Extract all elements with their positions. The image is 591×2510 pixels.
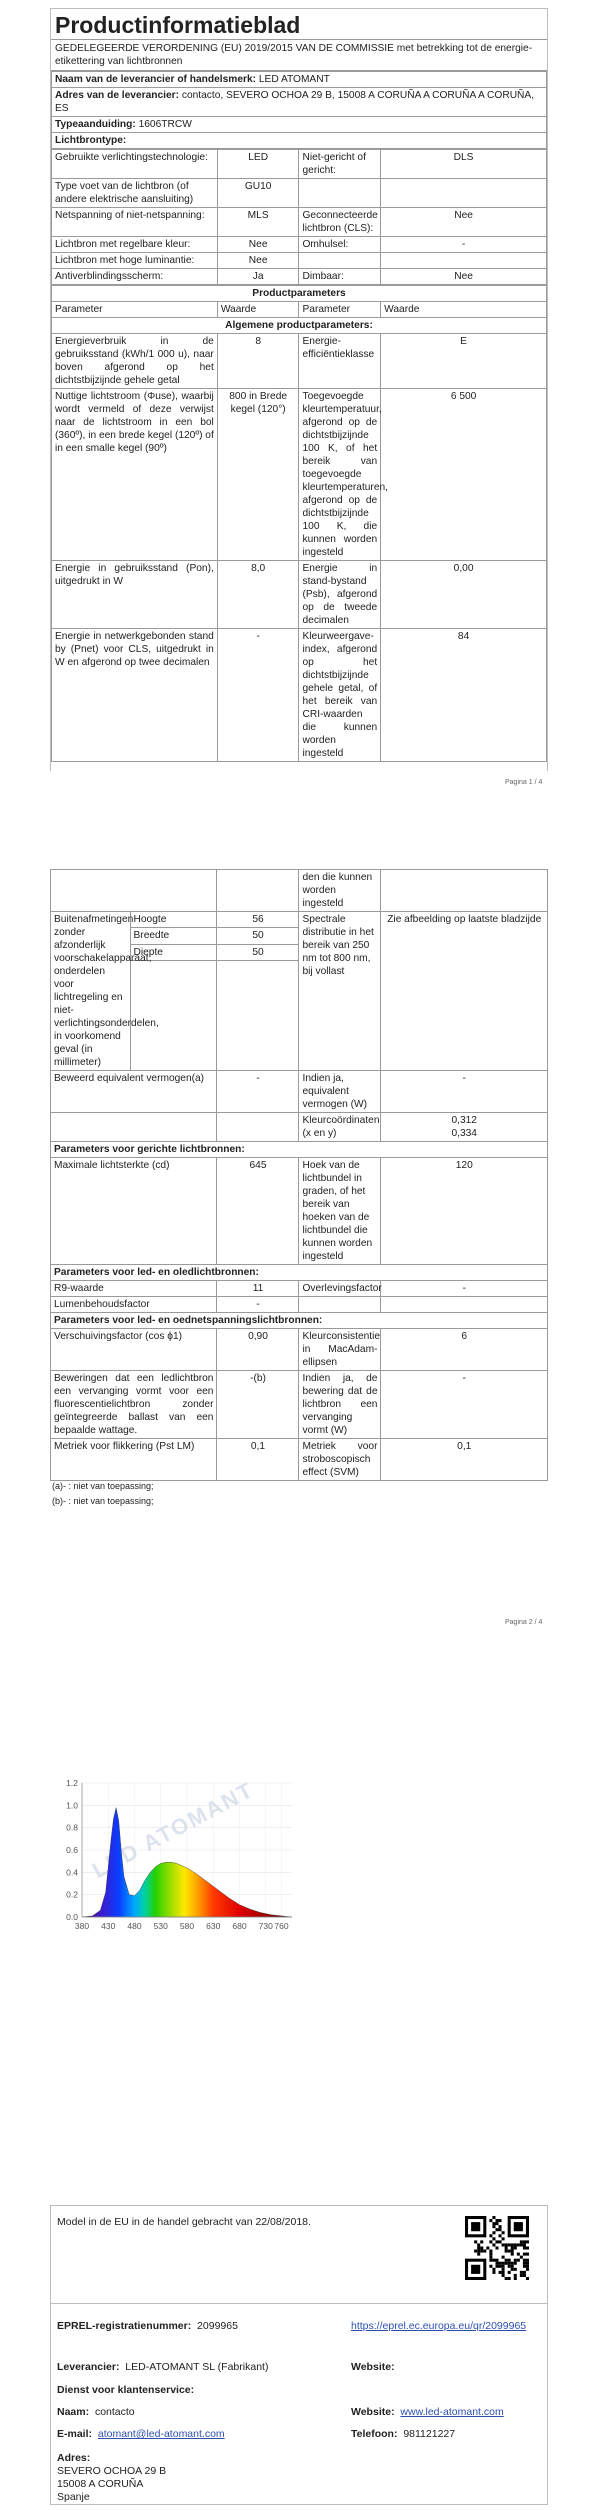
footnote-a: (a)- : niet van toepassing; bbox=[52, 1481, 154, 1491]
ls-label: Antiverblindingsscherm: bbox=[52, 269, 218, 285]
ls-value: Nee bbox=[217, 253, 299, 269]
y-tick-label: 0.4 bbox=[66, 1867, 78, 1878]
ls-label: Type voet van de lichtbron (of andere elektrische aansluiting) bbox=[52, 179, 218, 208]
email-link[interactable]: atomant@led-atomant.com bbox=[97, 2428, 225, 2440]
param-label: Nuttige lichtstroom (Φuse), waarbij wordt vermeld of deze verwijst naar de lichtstroom in een bol (360º), in een brede kegel (120º) of in een smalle kegel (90º) bbox=[52, 389, 218, 561]
param-label-2: Energie-efficiëntieklasse bbox=[299, 334, 381, 389]
param-label: Lumenbehoudsfactor bbox=[51, 1297, 217, 1313]
ls-label-2: Dimbaar: bbox=[299, 269, 381, 285]
height-value: 56 bbox=[217, 912, 299, 928]
x-tick-label: 680 bbox=[232, 1921, 247, 1931]
params-heading: Productparameters bbox=[52, 286, 547, 302]
mains-heading: Parameters voor led- en oednetspanningslichtbronnen: bbox=[51, 1313, 548, 1329]
ls-value-2: Nee bbox=[381, 208, 547, 237]
email-row: E-mail: atomant@led-atomant.com bbox=[57, 2428, 225, 2440]
page-number-2: Pagina 2 / 4 bbox=[505, 1619, 543, 1626]
website2-row: Website: www.led-atomant.com bbox=[351, 2406, 504, 2418]
divider bbox=[51, 2303, 547, 2304]
x-tick-label: 480 bbox=[127, 1921, 142, 1931]
cont-cell-3: den die kunnen worden ingesteld bbox=[299, 870, 381, 912]
ls-label-2: Omhulsel: bbox=[299, 237, 381, 253]
website-link[interactable]: www.led-atomant.com bbox=[400, 2406, 504, 2418]
y-tick-label: 1.0 bbox=[66, 1800, 78, 1811]
ls-value-2 bbox=[381, 253, 547, 269]
param-label: Energieverbruik in de gebruiksstand (kWh/1 000 u), naar boven afgerond op het dichtstbijzijnde gehele getal bbox=[52, 334, 218, 389]
lightsource-row bbox=[52, 269, 547, 285]
regulation-text: GEDELEGEERDE VERORDENING (EU) 2019/2015 VAN DE COMMISSIE met betrekking tot de energie-etikettering van lichtbronnen bbox=[51, 40, 547, 71]
website-label: Website: bbox=[351, 2361, 395, 2373]
col-value-1: Waarde bbox=[217, 302, 299, 318]
spectral-value: Zie afbeelding op laatste bladzijde bbox=[381, 912, 548, 1071]
y-tick-label: 1.2 bbox=[66, 1778, 78, 1788]
param-value: - bbox=[217, 629, 299, 762]
lightsource-row bbox=[52, 179, 547, 208]
page-1 bbox=[50, 8, 548, 771]
param-value: 800 in Brede kegel (120°) bbox=[217, 389, 299, 561]
param-row bbox=[51, 1329, 548, 1371]
ls-label-2: Geconnecteerde lichtbron (CLS): bbox=[299, 208, 381, 237]
param-label: Beweringen dat een ledlichtbron een vervanging vormt voor een fluorescentielichtbron zonder geïntegreerde ballast van een bepaalde wattage. bbox=[51, 1371, 217, 1439]
lightsource-row bbox=[52, 150, 547, 179]
param-label-2: Overlevingsfactor bbox=[299, 1281, 381, 1297]
general-param-row bbox=[52, 629, 547, 762]
x-tick-label: 580 bbox=[179, 1921, 195, 1931]
param-value-2: 6 bbox=[381, 1329, 548, 1371]
supplier-row: Leverancier: LED-ATOMANT SL (Fabrikant) bbox=[57, 2361, 269, 2373]
ls-value-2: Nee bbox=[381, 269, 547, 285]
eprel-row: EPREL-registratienummer: 2099965 bbox=[57, 2320, 238, 2332]
param-value-2: 84 bbox=[381, 629, 547, 762]
x-tick-label: 380 bbox=[74, 1921, 90, 1931]
param-value: 11 bbox=[217, 1281, 299, 1297]
page-4 bbox=[50, 2205, 548, 2505]
dir-l1: Maximale lichtsterkte (cd) bbox=[51, 1158, 217, 1265]
param-value-2 bbox=[381, 1297, 548, 1313]
supplier-name-row: Naam van de leverancier of handelsmerk: LED ATOMANT bbox=[52, 72, 547, 88]
param-label-2: Toegevoegde kleurtemperatuur, afgerond op de dichtstbijzijnde 100 K, of het bereik van toegevoegde kleurtemperaturen, afgerond op de dichtstbijzijnde 100 K, die kunnen worden ingesteld bbox=[299, 389, 381, 561]
param-label-2: Metriek voor stroboscopisch effect (SVM) bbox=[299, 1439, 381, 1481]
param-value: 8,0 bbox=[217, 561, 299, 629]
param-row bbox=[51, 1439, 548, 1481]
param-label: R9-waarde bbox=[51, 1281, 217, 1297]
y-tick-label: 0.6 bbox=[66, 1845, 78, 1855]
param-value-2: - bbox=[381, 1371, 548, 1439]
lightsource-row bbox=[52, 237, 547, 253]
param-value: 0,90 bbox=[217, 1329, 299, 1371]
document-title: Productinformatieblad bbox=[51, 9, 547, 40]
claimed-value: - bbox=[217, 1071, 299, 1113]
x-tick-label: 630 bbox=[206, 1921, 221, 1931]
dir-l2: Hoek van de lichtbundel in graden, of het bereik van hoeken van de lichtbundel die kunnen worden ingesteld bbox=[299, 1158, 381, 1265]
param-value-2: E bbox=[381, 334, 547, 389]
height-label: Hoogte bbox=[130, 912, 217, 928]
watermark: LED ATOMANT bbox=[87, 1777, 258, 1884]
ls-label: Lichtbron met regelbare kleur: bbox=[52, 237, 218, 253]
param-value-2: - bbox=[381, 1281, 548, 1297]
ls-label-2 bbox=[299, 179, 381, 208]
dim-spacer bbox=[130, 961, 217, 1071]
col-param-1: Parameter bbox=[52, 302, 218, 318]
lightsource-heading: Lichtbrontype: bbox=[52, 133, 547, 149]
chroma-empty-2 bbox=[217, 1113, 299, 1142]
param-value-2: 0,1 bbox=[381, 1439, 548, 1481]
depth-value: 50 bbox=[217, 944, 299, 960]
col-param-2: Parameter bbox=[299, 302, 381, 318]
claimed-label: Beweerd equivalent vermogen(a) bbox=[51, 1071, 217, 1113]
dim-spacer-2 bbox=[217, 961, 299, 1071]
param-value: 0,1 bbox=[217, 1439, 299, 1481]
param-label-2: Kleurconsistentie in MacAdam-ellipsen bbox=[299, 1329, 381, 1371]
param-value: -(b) bbox=[217, 1371, 299, 1439]
dir-v2: 120 bbox=[381, 1158, 548, 1265]
y-tick-label: 0.0 bbox=[66, 1912, 78, 1922]
name-row: Naam: contacto bbox=[57, 2406, 135, 2418]
general-param-row bbox=[52, 561, 547, 629]
footnote-b: (b)- : niet van toepassing; bbox=[52, 1496, 154, 1506]
x-tick-label: 530 bbox=[153, 1921, 168, 1931]
param-label: Energie in netwerkgebonden stand by (Pnet) voor CLS, uitgedrukt in W en afgerond op twee decimalen bbox=[52, 629, 218, 762]
param-row bbox=[51, 1297, 548, 1313]
param-label-2: Energie in stand-bystand (Psb), afgerond op de tweede decimalen bbox=[299, 561, 381, 629]
phone-row: Telefoon: 981121227 bbox=[351, 2428, 456, 2440]
ls-label: Gebruikte verlichtingstechnologie: bbox=[52, 150, 218, 179]
cont-cell-2 bbox=[217, 870, 299, 912]
params-table-1 bbox=[51, 285, 547, 762]
claimed-l2: Indien ja, equivalent vermogen (W) bbox=[299, 1071, 381, 1113]
y-tick-label: 0.8 bbox=[66, 1822, 78, 1833]
y-tick-label: 0.2 bbox=[66, 1889, 78, 1900]
x-tick-label: 760 bbox=[274, 1921, 289, 1931]
lightsource-table bbox=[51, 149, 547, 285]
depth-label: Diepte bbox=[130, 944, 217, 960]
param-label-2: Kleurweergave-index, afgerond op het dichtstbijzijnde gehele getal, of het bereik van CRI-waarden die kunnen worden ingesteld bbox=[299, 629, 381, 762]
lightsource-row bbox=[52, 253, 547, 269]
param-row bbox=[51, 1371, 548, 1439]
x-tick-label: 730 bbox=[258, 1921, 273, 1931]
supplier-address-row: Adres van de leverancier: contacto, SEVERO OCHOA 29 B, 15008 A CORUÑA A CORUÑA A CORUÑA, ES bbox=[52, 88, 547, 117]
dimensions-label: Buitenafmetingen zonder afzonderlijk voorschakelapparaat, onderdelen voor lichtregeling en niet-verlichtingsonderdelen, in voorkomend geval (in millimeter) bbox=[51, 912, 131, 1071]
address-label: Adres: bbox=[57, 2452, 91, 2464]
param-label: Energie in gebruiksstand (Pon), uitgedrukt in W bbox=[52, 561, 218, 629]
param-label-2 bbox=[299, 1297, 381, 1313]
service-heading: Dienst voor klantenservice: bbox=[57, 2384, 195, 2396]
width-value: 50 bbox=[217, 928, 299, 944]
cont-cell-1 bbox=[51, 870, 217, 912]
cont-cell-4 bbox=[381, 870, 548, 912]
chroma-empty-1 bbox=[51, 1113, 217, 1142]
page-number-1: Pagina 1 / 4 bbox=[505, 779, 543, 786]
ls-value: MLS bbox=[217, 208, 299, 237]
param-row bbox=[51, 1281, 548, 1297]
ls-value-2 bbox=[381, 179, 547, 208]
directional-heading: Parameters voor gerichte lichtbronnen: bbox=[51, 1142, 548, 1158]
ls-value-2: DLS bbox=[381, 150, 547, 179]
ls-value: GU10 bbox=[217, 179, 299, 208]
param-value-2: 0,00 bbox=[381, 561, 547, 629]
ls-value: Nee bbox=[217, 237, 299, 253]
spectral-label: Spectrale distributie in het bereik van 250 nm tot 800 nm, bij vollast bbox=[299, 912, 381, 1071]
ls-label-2 bbox=[299, 253, 381, 269]
param-label-2: Indien ja, de bewering dat de lichtbron een vervanging vormt (W) bbox=[299, 1371, 381, 1439]
ls-value: Ja bbox=[217, 269, 299, 285]
param-value-2: 6 500 bbox=[381, 389, 547, 561]
chroma-value: 0,312 0,334 bbox=[381, 1113, 548, 1142]
param-value: 8 bbox=[217, 334, 299, 389]
chroma-label: Kleurcoördinaten (x en y) bbox=[299, 1113, 381, 1142]
ls-value-2: - bbox=[381, 237, 547, 253]
page-2 bbox=[50, 869, 548, 1478]
params-table-2 bbox=[50, 869, 548, 1481]
general-param-row bbox=[52, 334, 547, 389]
x-tick-label: 430 bbox=[101, 1921, 116, 1931]
model-note: Model in de EU in de handel gebracht van 22/08/2018. bbox=[57, 2216, 311, 2228]
spectral-distribution-chart bbox=[52, 1777, 300, 1939]
ls-label: Netspanning of niet-netspanning: bbox=[52, 208, 218, 237]
supplier-table bbox=[51, 71, 547, 149]
width-label: Breedte bbox=[130, 928, 217, 944]
col-value-2: Waarde bbox=[381, 302, 547, 318]
param-label: Verschuivingsfactor (cos ϕ1) bbox=[51, 1329, 217, 1371]
qr-code-icon bbox=[465, 2216, 529, 2280]
param-value: - bbox=[217, 1297, 299, 1313]
footnotes bbox=[52, 1479, 154, 1509]
led-heading: Parameters voor led- en oledlichtbronnen: bbox=[51, 1265, 548, 1281]
address-lines: SEVERO OCHOA 29 B 15008 A CORUÑA Spanje bbox=[57, 2465, 167, 2503]
model-row: Typeaanduiding: 1606TRCW bbox=[52, 117, 547, 133]
general-param-row bbox=[52, 389, 547, 561]
claimed-v2: - bbox=[381, 1071, 548, 1113]
ls-label: Lichtbron met hoge luminantie: bbox=[52, 253, 218, 269]
param-label: Metriek voor flikkering (Pst LM) bbox=[51, 1439, 217, 1481]
dir-v1: 645 bbox=[217, 1158, 299, 1265]
eprel-link[interactable]: https://eprel.ec.europa.eu/qr/2099965 bbox=[351, 2320, 527, 2332]
general-heading: Algemene productparameters: bbox=[52, 318, 547, 334]
ls-label-2: Niet-gericht of gericht: bbox=[299, 150, 381, 179]
lightsource-row bbox=[52, 208, 547, 237]
ls-value: LED bbox=[217, 150, 299, 179]
